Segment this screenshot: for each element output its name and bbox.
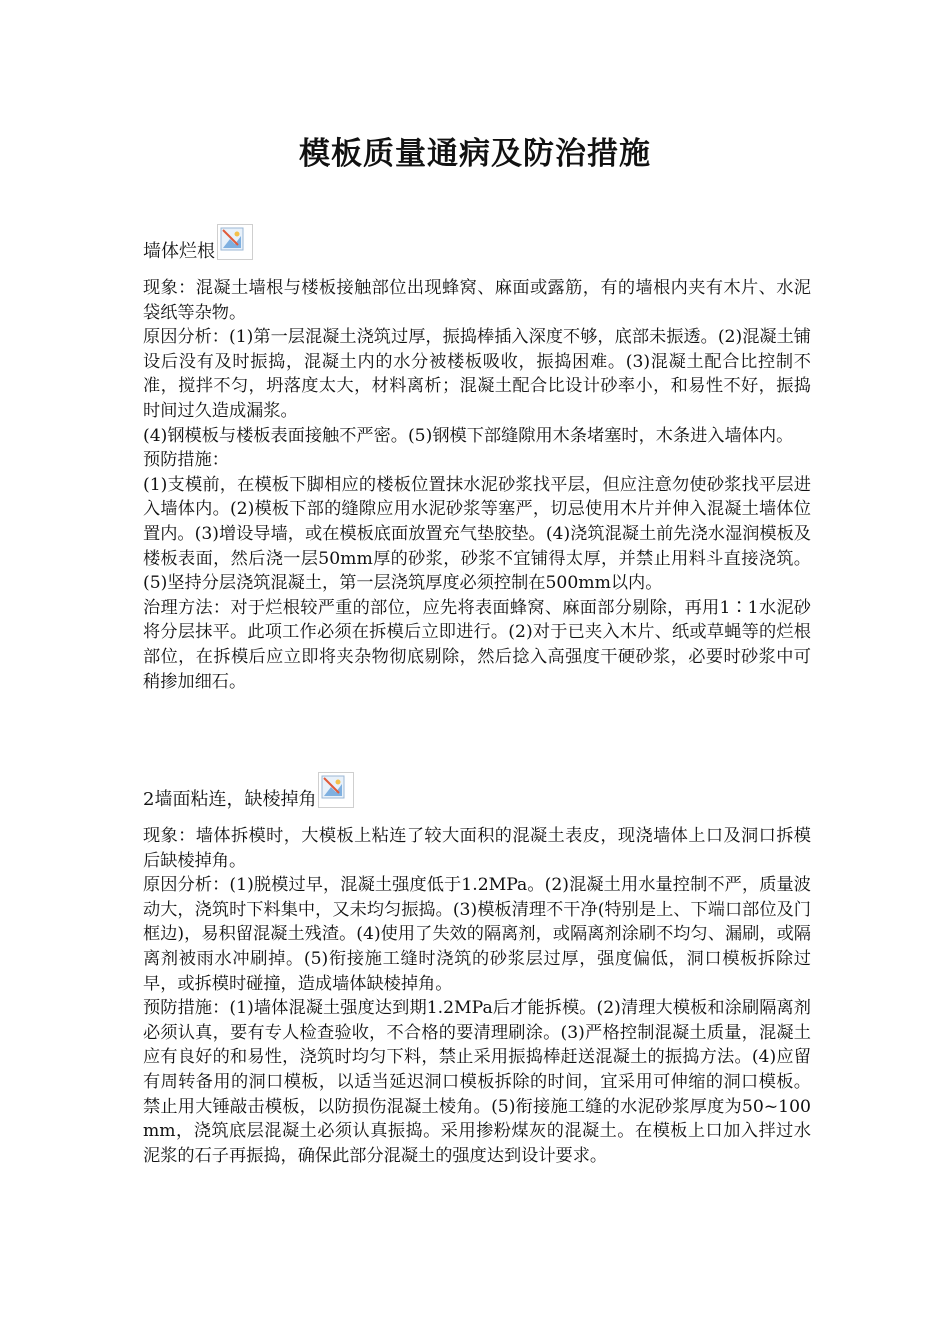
section-heading [143,768,811,814]
paragraph: 原因分析：(1)脱模过早，混凝土强度低于1.2MPa。(2)混凝土用水量控制不严，质量波动大，浇筑时下料集中，又未均匀振捣。(3)模板清理不干净(特别是上、下端口部位及门框边)，易积留混凝土残渣。(4)使用了失效的隔离剂，或隔离剂涂刷不均匀、漏刷，或隔离剂被雨水冲刷掉。(5)衔接施工缝时浇筑的砂浆层过厚，强度偏低，洞口模板拆除过早，或拆模时碰撞，造成墙体缺棱掉角。 [143,875,811,994]
document-title: 模板质量通病及防治措施 [299,136,651,172]
section-heading [143,220,811,266]
broken-image-icon [318,772,354,808]
paragraph: 预防措施：(1)墙体混凝土强度达到期1.2MPa后才能拆模。(2)清理大模板和涂刷隔离剂必须认真，要有专人检查验收，不合格的要清理刷涂。(3)严格控制混凝土质量，混凝土应有良好的和易性，浇筑时均匀下料，禁止采用振捣棒赶送混凝土的振捣方法。(4)应留有周转备用的洞口模板，以适当延迟洞口模板拆除的时间，宜采用可伸缩的洞口模板。禁止用大锤敲击模板，以防损伤混凝土棱角。(5)衔接施工缝的水泥砂浆厚度为50~100mm，浇筑底层混凝土必须认真振捣。采用掺粉煤灰的混凝土。在模板上口加入拌过水泥浆的石子再振捣，确保此部分混凝土的强度达到设计要求。 [143,998,811,1166]
paragraph: (4)钢模板与楼板表面接触不严密。(5)钢模下部缝隙用木条堵塞时，木条进入墙体内。 [143,425,794,446]
broken-image-icon [217,224,253,260]
paragraph: 现象：墙体拆模时，大模板上粘连了较大面积的混凝土表皮，现浇墙体上口及洞口拆模后缺棱掉角。 [143,826,811,871]
section-wall-sticking [143,768,811,1168]
paragraph: 预防措施： [143,450,229,471]
section-heading-text: 2墙面粘连，缺棱掉角 [143,789,317,810]
paragraph: 治理方法：对于烂根较严重的部位，应先将表面蜂窝、麻面部分剔除，再用1∶1水泥砂将分层抹平。此项工作必须在拆模后立即进行。(2)对于已夹入木片、纸或草蝇等的烂根部位，在拆模后应立即将夹杂物彻底剔除，然后捻入高强度干硬砂浆，必要时砂浆中可稍掺加细石。 [143,597,811,692]
paragraph: 原因分析：(1)第一层混凝土浇筑过厚，振捣棒插入深度不够，底部未振透。(2)混凝土铺设后没有及时振捣，混凝土内的水分被楼板吸收，振捣困难。(3)混凝土配合比控制不准，搅拌不匀，坍落度太大，材料离析；混凝土配合比设计砂率小，和易性不好，振捣时间过久造成漏浆。 [143,327,811,421]
section-wall-rot [143,220,811,694]
paragraph: 现象：混凝土墙根与楼板接触部位出现蜂窝、麻面或露筋，有的墙根内夹有木片、水泥袋纸等杂物。 [143,278,811,323]
section-heading-text: 墙体烂根 [143,241,215,262]
paragraph: (1)支模前，在模板下脚相应的楼板位置抹水泥砂浆找平层，但应注意勿使砂浆找平层进入墙体内。(2)模板下部的缝隙应用水泥砂浆等塞严，切忌使用木片并伸入混凝土墙体位置内。(3)增设导墙，或在模板底面放置充气垫胶垫。(4)浇筑混凝土前先浇水湿润模板及楼板表面，然后浇一层50mm厚的砂浆，砂浆不宜铺得太厚，并禁止用料斗直接浇筑。(5)坚持分层浇筑混凝土，第一层浇筑厚度必须控制在500mm以内。 [143,474,811,594]
